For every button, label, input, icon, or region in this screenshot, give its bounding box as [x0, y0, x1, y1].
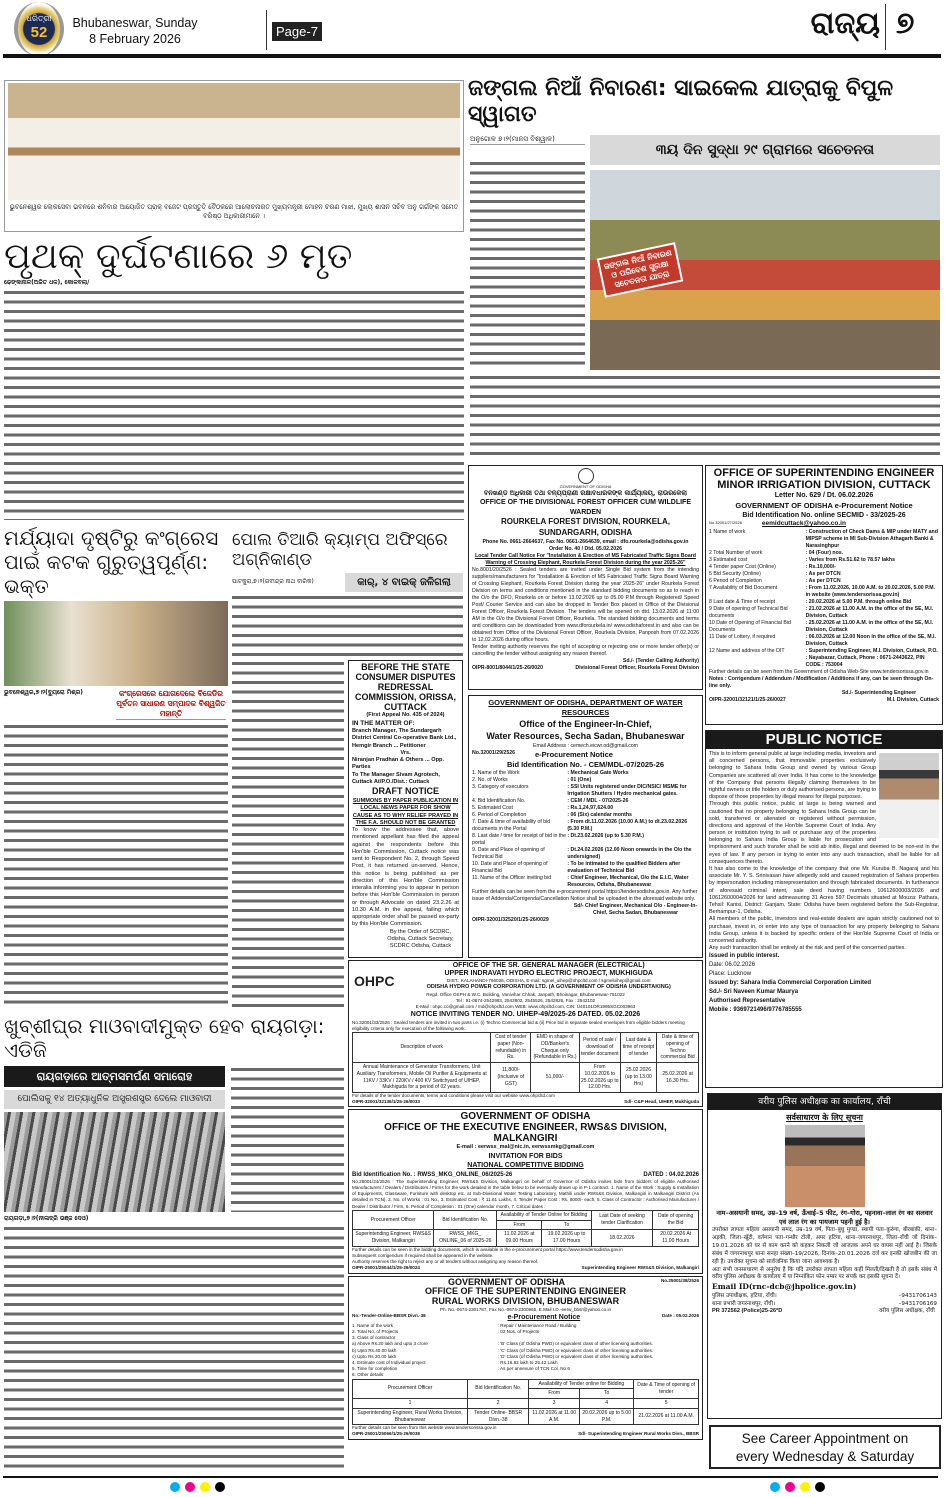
ohpc-tender-notice: OHPC OFFICE OF THE SR. GENERAL MANAGER (ELECTRICAL) UPPER INDRAVATI HYDRO ELECTRIC PROJECT, MUKHIGUDA DIST.: KALAHANDI-766026, ODISHA, E-mail: sgmel_uihep@ohpcltd.com / sgmeluihep@gmail.com ODISHA HYDRO POWER CORPORATION LTD. (A GOVERNMENT OF ODISHA UNDERTAKING) Regd. Office OSPH & W.C. Building, Vanivihar Chhak, Janpath, Bhoinagar, Bhubaneswar-751022 Tel : 91-0674-2542983, 2542802, 2545526, 2542826, Fax : 2542102 E-Mail : ohpc.co@gmail.com / md@ohpcltd.com WEB: www.ohpcltd.com, CIN: U40101OR1995SGC003963 NOTICE INVITING TENDER NO. UIHEP-49/2025-26 DATED. 05.02.2026 No.32001/33/2526 : Sealed tenders are invited in two parts i.e. (i) Techno Commercial bid & (ii) Price bid in separate sealed envelopes from eligible bidders meeting eligibility criteria only for execution of the following work. Description of work Cost of tender paper (Non-refundable) in Rs. EMD in shape of DD/Banker's Cheque only (Refundable in Rs.) Period of sale / download of tender document Last date & time of receipt of tender Date & time of opening of Techno commercial Bid Annual Maintenance of Generator Transformers, Unit Auxiliary Transformers, Mobile Oil Purifier & Equipments at 11KV / 33KV / 220KV / 400 KV Switchyard of UIHEP, Mukhiguda for a period of 02 years. 11,800/- (Inclusive of GST) 51,000/- From 10.02.2026 to 25.02.2026 up to 12.00 Hrs. 25.02.2026 (up to 13.00 Hrs) 25.02.2026 at 16.30 Hrs. For details of the tender documents, terms and conditions please visit our website www.ohpcltd.com OIPR-32001/32136/1/25-26/0033 Sd/- C&P Head, UIHEP, Mukhiguda [348, 960, 703, 1107]
notice-row: 1. Name of the work : Repair / Maintenance Road / Building [352, 1322, 577, 1328]
notice-row: b) Upto Rs.40.00 lakh : 'C' Class (of Odisha PWD) or equivalent class of other licensing authorities. [352, 1347, 654, 1353]
story2-body-col [470, 160, 585, 370]
table-cell: Period of sale / download of tender document [579, 1033, 620, 1063]
table-cell: Tender Online- BBSR Divn.-38 [468, 1408, 529, 1425]
notice-row: 4 Tender paper Cost (Online) : Rs.10,000/- [709, 563, 836, 570]
story2-body [470, 374, 940, 460]
notice-row: 9. Date and Place of opening of Technical Bid : Dt.24.02.2026 (12.00 Noon onwards in the O/o the undersigned) [472, 846, 692, 860]
notice-row: 10. Date and Place of opening of Financial Bid : To be intimated to the qualified Bidders after evaluation of Technical Bid [472, 861, 681, 875]
minor-irrigation-notice: OFFICE OF SUPERINTENDING ENGINEER MINOR IRRIGATION DIVISION, CUTTACK Letter No. 629 / Dt. 06.02.2026 GOVERNMENT OF ODISHA e-Procurement Notice Bid Identification No. online SECMID - 33/2025-26 No.32001/27/2526 eemidcuttack@yahoo.co.in 1 Name of work : Construction of Check Dams & MIP under MATY and MIPSP scheme in MI Sub-Division Athagarh Banki & Narasinghpur 2 Total Number of work : 04 (Four) nos. 3 Estimated cost : Varies from Rs.51.62 to 78.57 lakhs 4 Tender paper Cost (Online) : Rs.10,000/- 5 Bid Security (Online) : As per DTCN 6 Period of Completion : As per DTCN 7 Availability of Bid Document : From 11.02.2026, 10.00 A.M. to 20.02.2026, 5.00 P.M. in website (www.tendersorissa.gov.in) 8 Last date & Time of receipt : 20.02.2026 at 5.00 P.M. through online Bid 9 Date of opening of Technical Bid documents : 21.02.2026 at 11.00 A.M. in the office of the SE, M.I. Division, Cuttack 10 Date of Opening of Financial Bid Documents : 25.02.2026 at 11.00 A.M. in the office of the SE, M.I. Division, Cuttack 11 Date of Lottery, if required : 06.03.2026 at 12.00 Noon in the office of the SE, M.I. Division, Cuttack 12 Name and address of the OIT : Superintending Engineer, M.I. Division, Cuttack, P.O. : Nayabazar, Cuttack, Phone : 0671-2443622, PIN CODE : 753004 Further details can be seen from the Government of Odisha Web-Site www.tendersorissa.gov.in Notes : Corrigendum / Addendum / Modification / Additions if any, can be seen through On-line only. Sd./- Superintending Engineer OIPR-32001/32121/1/25-26/0027 M.I. Division, Cuttack [705, 465, 943, 725]
table-cell: Last date & time of receipt of tender [620, 1033, 657, 1063]
missing-woman-photo [785, 1125, 865, 1207]
notice-row: c) Upto Rs 20.00 lakh : 'D' Class (of Odisha PWD) or equivalent class of other licensing authorities. [352, 1353, 654, 1359]
story4-body [232, 594, 463, 658]
story3-pullquote: କଂଗ୍ରେସରେ ଯୋଗଦେଲେ ବିଜେଡିର ପୂର୍ବତନ ସାଧାରଣ ସମ୍ପାଦକ ବିଶ୍ୱଜିତ ମହାନ୍ତି [116, 689, 226, 718]
logo-text: ଧରିତ୍ରୀ [26, 14, 52, 23]
notice-row: 8 Last date & Time of receipt : 20.02.2026 at 5.00 P.M. through online Bid [709, 599, 912, 606]
notice-row: 5. Estimated Cost : Rs.1,24,97,624.00 [472, 804, 614, 811]
masthead-logo [14, 2, 64, 56]
table-cell: Superintending Engineer, RWS&S Division, Malkangiri [353, 1230, 434, 1247]
water-resources-notice: GOVERNMENT OF ODISHA, DEPARTMENT OF WATER RESOURCES Office of the Engineer-In-Chief, Water Resources, Secha Sadan, Bhubaneswar Email Address : cemech.eicwr.od@gmail.com No.32001/29/2526 e-Procurement Notice Bid Identification No. - CEM/MDL-07/2025-26 1. Name of the Work : Mechanical Gate Works 2. No. of Works : 01 (One) 3. Category of executors : SSI Units registered under DIC/NSIC/ MSME for Irrigation Shutters / Hydro mechanical gates. 4. Bid Identification No. : CEM / MDL - 07/2025-26 5. Estimated Cost : Rs.1,24,97,624.00 6. Period of Completion : 06 (Six) calendar months 7. Date & time of availability of bid documents in the Portal : From dt.11.02.2026 (10.00 A.M.) to dt.23.02.2026 (5.30 P.M.) 8. Last date / time for receipt of bid in the portal : Dt.23.02.2026 (up to 5.30 P.M.) 9. Date and Place of opening of Technical Bid : Dt.24.02.2026 (12.00 Noon onwards in the O/o the undersigned) 10. Date and Place of opening of Financial Bid : To be intimated to the qualified Bidders after evaluation of Technical Bid 11. Name of the Officer inviting bid : Chief Engineer, Mechanical, O/o the E.I.C, Water Resources, Odisha, Bhubaneswar Further details can be seen from the e-procurement portal https://tendersodisha.gov.in. Any further issue of Addenda/Corrigenda/Cancellation Notice shall be uploaded in the aforesaid website only. Sd/- Chief Engineer, Mechanical O/o - Engineer-In-Chief, Secha Sadan, Bhubaneswar OIPR-32001/32520/1/25-26/0029 [468, 695, 703, 958]
rally-banner: ଜଙ୍ଗଲ ନିଆଁ ନିବାରଣ ଓ ପରିବେଶ ସୁରକ୍ଷା ସଚେତନତା ଯାତ୍ରା [597, 242, 684, 298]
table-cell: EMD in shape of DD/Banker's Cheque only (Refundable in Rs.) [531, 1033, 580, 1063]
notice-row: 3. Class of contractor [352, 1335, 396, 1341]
table-cell: 20.02.2026 up to 5.00 P.M. [580, 1408, 634, 1425]
table-cell: 25.02.2026 at 16.30 Hrs. [657, 1063, 699, 1093]
photo-caption: ଭୁବନେଶ୍ୱର ଲୋକସେବା ଭବନରେ ଶନିବାର ଆୟୋଜିତ ପ୍ରାକ୍ ବଜେଟ ପ୍ରସ୍ତୁତି ବୈଠକରେ ଆଲୋଚନାରତ ମୁଖ୍ୟମନ୍ତ୍ରୀ ମୋହନ ଚରଣ ମାଝୀ, ମୁଖ୍ୟ ଶାସନ ସଚିବ ଅନୁ ଗର୍ଗଙ୍କ ସମେତ ବରିଷ୍ଠ ଅଧିକାରୀମାନେ । [9, 203, 459, 221]
notice-row: 4. Bid Identification No. : CEM / MDL - 07/2025-26 [472, 797, 629, 804]
person-photo [879, 753, 939, 838]
section-title: ରାଜ୍ୟ [810, 6, 880, 41]
ranchi-police-notice: वरीय पुलिस अधीक्षक का कार्यालय, राँची सर्वसाधारण के लिए सूचना नाम–असयानी समद, उम्र–19 वर्ष, ऊँचाई–5 फीट, रंग–गोरा, पहनावा–लाल रंग का सलवार एवं लाल रंग का पायजाम पहनी हुई है। उपरोक्त लापता महिला असयानी समद, उम्र–19 वर्ष, पिता–बुधु मुण्डा, स्थायी पता–कुरुंगा, बीरबांकी, थाना–अड़की, जिला–खूँटी, वर्तमान पता–गन्धौर टोली, अपर हटिया, थाना–जगरनाथपुर, जिला–राँची जो दिनांक–19.01.2026 को घर से काम करने को कहकर निकली जो आजतक अपने घर वापस नहीं आई है। जिसके संबंध में जगरनाथपुर थाना सनहा संख्या–19/2026, दिनांक–20.01.2026 दर्ज कर इनकी खोजबीन की जा रही है। उपरोक्त सूचना को सार्वजनिक किया जाना आवश्यक है। अतः सभी जनसाधारण से अनुरोध है कि यदि उपरोक्त लापता महिला कहीं मिलती/दिखती है तो इसके संबंध में वरीय पुलिस अधीक्षक के कार्यालय में या निम्नांकित फोन नम्बर पर संपर्क कर इसकी सूचना दें। Email ID(rnc-dcb@jhpolice.gov.in) पुलिस उपाधीक्षक, हटिया, राँची। –9431706143 थाना प्रभारी जगरनाथपुर, राँची। –9431706169 PR 372562 (Police)25-26*D वरीय पुलिस अधीक्षक, राँची [707, 1093, 942, 1419]
table-cell: Superintending Engineer, Rural Works Division, Bhubaneswar [353, 1408, 468, 1425]
notice-row: 9 Date of opening of Technical Bid documents : 21.02.2026 at 11.00 A.M. in the office of the SE, M.I. Division, Cuttack [709, 606, 934, 620]
table-cell: 18.02.2026 [591, 1230, 653, 1247]
story3-dateline: ଭୁବନେଶ୍ୱର,୭।୨(ବ୍ୟୁରୋ ମିଶ୍ର) [4, 689, 84, 696]
story4-subhead: କାର୍, ୪ ବାଇକ୍ ଜଳିଗଲା [345, 573, 463, 592]
sahara-public-notice: PUBLIC NOTICE This is to inform general public at large including media, investors and all concerned persons, that immovable properties exclusively belonging to Sahara India Group and owned by various Group Companies are scattered all over India. It has come to the knowledge of the Company that persons illegally claiming themselves to be rightful owners or title holders or duly authorised persons, are trying to dispose of those properties by illegal means for illegal purposes. Through this public notice, public at large is being warned and cautioned that no property belonging to Sahara India Group can be sold, transferred or alienated or registered without permission, directions and approval of the Hon'ble Supreme Court of India. Any person or institution trying to sell or purchase any of the properties belonging to Sahara India Group is liable for prosecution and imprisonment and such transfer shall be void ab initio, illegal and deemed to be non-est in the eyes of law. If any person is trying to enter into any such transaction, shall be liable for all consequences thereto. It has also come to the knowledge of the company that one Mr. Kuruba B. Nagaraj and his associate Mr. Y. S. Srinivasan have allegedly sold and caused registration of Sahara properties by impersonation including misrepresentation and through fabricated documents. In furtherance of aforesaid criminal intent, sale deed having numbers 10612600003/2026 and 10612600004/2026 for land admeasuring 31 Acres 597 Decimals situated at Mouza: Pathara, Tehsil: Kanisi, District: Ganjam, State: Odisha have been registered before the Sub-Registrar, Berhampur-1, Odisha. All members of the public, investors and real-estate dealers are again strictly cautioned not to purchase, invest in, or enter into any type of transaction for any property belonging to Sahara India Group, unless it is backed by specific orders of the Hon'ble Supreme Court of India or concerned authority. Any such transaction shall be entirely at the risk and peril of the concerned parties. Issued in public interest. Date: 06.02.2026 Place: Lucknow Issued by: Sahara India Commercial Corporation Limited Sd./- Sri Naveen Kumar Maurya Authorised Representative Mobile : 9369721496/9776785555 [705, 730, 943, 1088]
notice-row: 6. Period of Completion : 06 (Six) calendar months [472, 811, 632, 818]
table-cell: 11.02.2026 at 09.00 Hours [497, 1230, 542, 1247]
print-registration-marks-right [770, 1482, 825, 1492]
table-cell: Cost of tender paper (Non-refundable) in Rs. [491, 1033, 531, 1063]
story1-body [4, 289, 464, 520]
story2-subhead: ୩ୟ ଦିନ ସୁଦ୍ଧା ୨୯ ଗ୍ରାମରେ ସଚେତନତା [590, 135, 940, 165]
consumer-commission-notice: BEFORE THE STATE CONSUMER DISPUTES REDRESSAL COMMISSION, ORISSA, CUTTACK (First Appeal No. 435 of 2024) IN THE MATTER OF: Branch Manager, The Sundargarh District Central Co-operative Bank Ltd., Hemgir Branch ... Petitioner Vrs. Niranjan Pradhan & Others ... Opp. Parties To The Manager Sivam Agrotech, Cuttack At/P.O./Dist.: Cuttack DRAFT NOTICE SUMMONS BY PAPER PUBLICATION IN LOCAL NEWS PAPER FOR SHOW CAUSE AS TO WHY RELIEF PRAYED IN THE F.A. SHOULD NOT BE GRANTED To know the addressee that, above mentioned appellant has filed the appeal against the respondents before this Hon'ble Commission, Cuttack notice was sent to Respondent No. 2, through Speed Post, it has returned un-served. Hence, this notice is being published as per direction of this Hon'ble Commission interalia informing you to appear in person before this Hon'ble Commission in person or through Advocate on dated 23.2.26 at 10.30 A.M. in the appeal, failing which appropriate order shall be passed ex-party by this Hon'ble Commission. By the Order of SCDRC, Odisha, Cuttack Secretary, SCDRC Odisha, Cuttack [348, 660, 463, 958]
story5-dateline: ରାୟଗଡ଼ା,୭।୨(ନୀଳାଦ୍ରି ଭଞ୍ଜ ଦେଓ) [4, 1214, 89, 1222]
story5-subhead: ପୋଲିସକୁ ୧୪ ଅତ୍ୟାଧୁନିକ ଅସ୍ତ୍ରଶସ୍ତ୍ର ଦେଲେ ମାଓବାଦୀ [4, 1090, 225, 1109]
story5-banner: ରାୟଗଡ଼ାରେ ଆତ୍ମସମର୍ପଣ ସମାରୋହ [4, 1066, 225, 1087]
notice-row: 3 Estimated cost : Varies from Rs.51.62 to 78.57 lakhs [709, 556, 895, 563]
notice-row: 10 Date of Opening of Financial Bid Documents : 25.02.2026 at 11.00 A.M. in the office of the SE, M.I. Division, Cuttack [709, 620, 934, 634]
notice-row: 2. Total No. of Projects : 02 Nos. of Projects [352, 1329, 540, 1335]
table-cell: From 10.02.2026 to 25.02.2026 up to 12.00 Hrs. [579, 1063, 620, 1093]
print-registration-marks [170, 1482, 225, 1492]
story2-byline: ଅନୁଗୋଳ ୭।୨(ମାନସ ବିଶ୍ୱାଳ) [470, 135, 585, 145]
notice-row: 7. Date & time of availability of bid documents in the Portal : From dt.11.02.2026 (10.00 A.M.) to dt.23.02.2026 (5.30 P.M.) [472, 818, 688, 832]
notice-row: 11 Date of Lottery, if required : 06.03.2026 at 12.00 Noon in the office of the SE, M.I. Division, Cuttack [709, 634, 936, 648]
page-number: Page-7 [272, 22, 322, 41]
headline-maoist: ଖୁବ୍‌ଶୀଘ୍ର ମାଓବାଦୀମୁକ୍ତ ହେବ ରାୟଗଡ଼ା: ଏଡିଜି [4, 1014, 325, 1062]
forest-tender-notice: GOVERNMENT OF ODISHA ବନଖଣ୍ଡ ଅଧିକାରୀ ତଥା ବନ୍ୟପ୍ରାଣୀ ରକ୍ଷାବଧାରକଙ୍କ କାର୍ଯ୍ୟାଳୟ, ରାଉରକେଲା OFFICE OF THE DIVISIONAL FOREST OFFICER CUM WILDLIFE WARDEN ROURKELA FOREST DIVISION, ROURKELA, SUNDARGARH, ODISHA Phone No. 0661-2664637, Fax No. 0661-2664639, email : dfo.rourkela@odisha.gov.in Order No. 40 / Dtd. 05.02.2026 Local Tender Call Notice For "Installation & Erection of MS Fabricated Traffic Signs Board Warning of Crossing Elephant, Rourkela Forest Division during the year 2025-26" No.8001/20/2526 : Sealed tenders are invited under Single Bid system from the intending suppliers/manufacturers for "Installation & Erection of MS Fabricated Traffic Signs Board Warning of Crossing Elephant, Rourkela Forest Division during the year 2025-26" under Rourkela Forest Division on terms and conditions mentioned in the standard bidding documents so as to reach in the O/o the DFO, Rourkela on or before 13.02.2026 up to 05.00 P.M through Registered/ Speed Post/ Courier Service and can also be dropped in Tender Box placed in Office of the Divisional Forest Officer, Rourkela Forest Division. The tenders will be opened on dtd. 13.02.2026 at 11:00 AM in the O/o the Divisional Forest Officer, Rourkela. The standard bidding documents and terms and conditions can be downloaded from www.dforourkela.in/ www.odishaforest.in and also can be obtained from Office of the Divisional Forest Officer, Rourkela Division, Panposh from 07.02.2026 to 12.02.2026 during office hours. Tender inviting authority reserves the right of accepting or rejecting one or more tender offer(s) or cancelling the tender without assigning any reason thereof. Sd./- (Tender Calling Authority) OIPR-8001/8044/1/25-26/0020 Divisional Forest Officer, Rourkela Forest Division [468, 465, 703, 690]
weapons-photo [4, 1112, 225, 1212]
table-cell: 19.02.2026 up to 17.00 Hours [542, 1230, 591, 1247]
section-number: ୭ [896, 6, 915, 41]
notice-row: 12 Name and address of the OIT : Superintending Engineer, M.I. Division, Cuttack, P.O. : Nayabazar, Cuttack, Phone : 0671-2443622, PIN CODE : 753004 [709, 648, 938, 669]
dateline-date: 8 February 2026 [89, 31, 181, 46]
rural-works-notice: No.25001/38/2526 GOVERNMENT OF ODISHA OFFICE OF THE SUPERINTENDING ENGINEER RURAL WORKS DIVISION, BHUBANESWAR Ph. No.-0674-2301787, Fax No.-0674-2300965, E.Mail I.D.-eerw_bbsr@yahoo.co.in No:-Tender-Online-BBSR Divn.-38 e-Procurement Notice Date : 05.02.2026 1. Name of the work : Repair / Maintenance Road / Building 2. Total No. of Projects : 02 Nos. of Projects 3. Class of contractor a) Above Rs.20 lakh and upto 3 crore : 'B' Class (of Odisha PWD) or equivalent class of other licensing authorities. b) Upto Rs.40.00 lakh : 'C' Class (of Odisha PWD) or equivalent class of other licensing authorities. c) Upto Rs 20.00 lakh : 'D' Class (of Odisha PWD) or equivalent class of other licensing authorities. 4. Estimate cost of Individual project : Rs.16.82 lakh to 25.42 Lakh 5. Time for completion : As per annexure of TCN Col. No.6 6. Other details Procurement Officer Bid Identification No. Availability of Tender online for Bidding Date & Time of opening of tender From To 1 2 3 4 5 Superintending Engineer, Rural Works Division, Bhubaneswar Tender Online- BBSR Divn.-38 11.02.2026 at 11.00 A.M. 20.02.2026 up to 5.00 P.M. 21.02.2026 at 11.00 A.M. Further details can be seen from this website www.tendersorissa.gov.in OIPR-25001/25066/1/25-26/0038 Sd/- Superintending Engineer Rural Works Divn., BBSR [348, 1276, 703, 1440]
story3-body [4, 723, 228, 1010]
ohpc-logo: OHPC [354, 973, 395, 989]
notice-row: 5. Time for completion : As per annexure of TCN Col. No.6 [352, 1366, 570, 1372]
notice-row: 2 Total Number of work : 04 (Four) nos. [709, 549, 844, 556]
story5-body [4, 1225, 344, 1470]
story1-dateline: ଢେଙ୍କାନାଳ(ଅଜିତ ଧଳ), କୋଳବଲା/ [4, 279, 90, 287]
table-cell: RWSS_MKG_ ONLINE_06 of 2025-26 [434, 1230, 497, 1247]
headline-forest-fire: ଜଙ୍ଗଲ ନିଆଁ ନିବାରଣ: ସାଇକେଲ ଯାତ୍ରାକୁ ବିପୁଳ ସ୍ୱାଗତ [468, 76, 894, 128]
notice-row: 4. Estimate cost of Individual project : Rs.16.82 lakh to 25.42 Lakh [352, 1359, 558, 1365]
table-cell: Annual Maintenance of Generator Transformers, Unit Auxiliary Transformers, Mobile Oil Purifier & Equipments at 11KV / 33KV / 220KV / 400 KV Switchyard of UIHEP, Mukhiguda for a period of 02 years. [353, 1063, 491, 1093]
table-cell: 25.02.2026 (up to 13.00 Hrs) [620, 1063, 657, 1093]
masthead-rule [3, 54, 941, 58]
notice-row: 1 Name of work : Construction of Check Dams & MIP under MATY and MIPSP scheme in MI Sub-Division Athagarh Banki & Narasinghpur [709, 528, 938, 549]
headline-accidents: ପୃଥକ୍ ଦୁର୍ଘଟଣାରେ ୬ ମୃତ [4, 236, 353, 277]
table-cell: 51,000/- [531, 1063, 580, 1093]
headline-congress: ମର୍ଯ୍ୟାଦା ଦୃଷ୍ଟିରୁ କଂଗ୍ରେସ ପାଇଁ କଟକ ଗୁରୁତ୍ୱପୂର୍ଣ୍ଣ: ଭକ୍ତ [4, 526, 219, 598]
cycle-rally-photo [590, 170, 940, 370]
table-cell: Date & time of opening of Techno commercial Bid [657, 1033, 699, 1063]
notice-row: 7 Availability of Bid Document : From 11.02.2026, 10.00 A.M. to 20.02.2026, 5.00 P.M. in website (www.tendersorissa.gov.in) [709, 584, 936, 598]
odisha-emblem-icon [578, 468, 594, 484]
rwss-malkangiri-notice: GOVERNMENT OF ODISHA OFFICE OF THE EXECUTIVE ENGINEER, RWS&S DIVISION, MALKANGIRI E-mail : eerwss_mal@nic.in, eerwssmkg@gmail.com INVITATION FOR BIDS NATIONAL COMPETITIVE BIDDING Bid Identification No. : RWSS_MKG_ONLINE_06/2025-26 DATED : 04.02.2026 No.25001/24/2526 : The Superintending Engineer, RWS&S Division, Malkangiri on behalf of Governor of Odisha invites bids from bidders of eligible Authorised Manufacturers / Dealers / Distributors / Firms for the work detailed in the table below to be eventually drawn up in P-1 contract. 1. Name of the Work : Supply & Installation of Equipments, Glassware, Furniture with desktop etc. at Sub-Divisional Water Testing Laboratory, Mathili under RWS&S Division, Malkangiri in Malkangiri District (As detailed in TCN), 2. No. of Works : 01 No., 3. Estimated Cost : ₹ 11.61 Lakhs, 4. Tender Paper Cost : Rs. 6000/- each, 5. Class of Contractor : Authorised Manufacturer / Dealer / Distributor / Firm, 6. Period of Completion : 01 (One) calendar month, 7. Critical dates : Procurement Officer Bid Identification No. Availability of Tender Online for Bidding Last Date of seeking tender Clarification Date of opening the Bid From To Superintending Engineer, RWS&S Division, Malkangiri RWSS_MKG_ ONLINE_06 of 2025-26 11.02.2026 at 09.00 Hours 19.02.2026 up to 17.00 Hours 18.02.2026 20.02.2026 At 11.00 Hours Further details can be seen in the bidding documents, which is available in the e-procurement portal https://www.tendersodisha.gov.in Subsequent corrigendum if required shall be appeared in the website. Authority reserves the right to reject any or all tenders without assigning any reason thereof. OIPR-25001/25044/1/25-26/0024 Superintending Engineer RWS&S Division, Malkangiri [348, 1109, 703, 1273]
table-cell: 21.02.2026 at 11.00 A.M. [634, 1408, 699, 1425]
notice-row: 2. No. of Works : 01 (One) [472, 776, 592, 783]
congress-photo [4, 601, 228, 686]
career-appointment-box: See Career Appointment on every Wednesday & Saturday [709, 1425, 941, 1469]
notice-row: 6 Period of Completion : As per DTCN [709, 577, 841, 584]
notice-row: a) Above Rs.20 lakh and upto 3 crore : 'B' Class (of Odisha PWD) or equivalent class of other licensing authorities. [352, 1341, 653, 1347]
story4-body-col [232, 660, 344, 1010]
notice-row: 8. Last date / time for receipt of bid in the portal : Dt.23.02.2026 (up to 5.30 P.M.) [472, 832, 644, 846]
table-cell: 11.02.2026 at 11.00 A.M. [529, 1408, 580, 1425]
notice-row: 5 Bid Security (Online) : As per DTCN [709, 570, 841, 577]
headline-fire: ପୋଲ ତିଆରି କ୍ୟାମ୍ପ ଅଫିସ୍‌ରେ ଅଗ୍ନିକାଣ୍ଡ [232, 530, 448, 571]
notice-row: 6. Other details [352, 1372, 384, 1378]
meeting-photo [8, 83, 460, 200]
table-cell: 20.02.2026 At 11.00 Hours [653, 1230, 699, 1247]
story4-byline: ପାଟକୁରା,୭।୨(ରବୀନ୍ଦ୍ର ନାଥ ବାରିକ) [232, 578, 314, 586]
story5-body-right [231, 1066, 344, 1212]
notice-row: 1. Name of the Work : Mechanical Gate Works [472, 769, 629, 776]
logo-years: 52 [30, 24, 48, 41]
dateline-city: Bhubaneswar, Sunday [72, 16, 198, 30]
table-cell: 11,800/- (Inclusive of GST) [491, 1063, 531, 1093]
table-cell: Description of work [353, 1033, 491, 1063]
notice-row: 3. Category of executors : SSI Units registered under DIC/NSIC/ MSME for Irrigation Shutters / Hydro mechanical gates. [472, 783, 687, 797]
notice-row: 11. Name of the Officer inviting bid : Chief Engineer, Mechanical, O/o the E.I.C, Water Resources, Odisha, Bhubaneswar [472, 875, 689, 889]
